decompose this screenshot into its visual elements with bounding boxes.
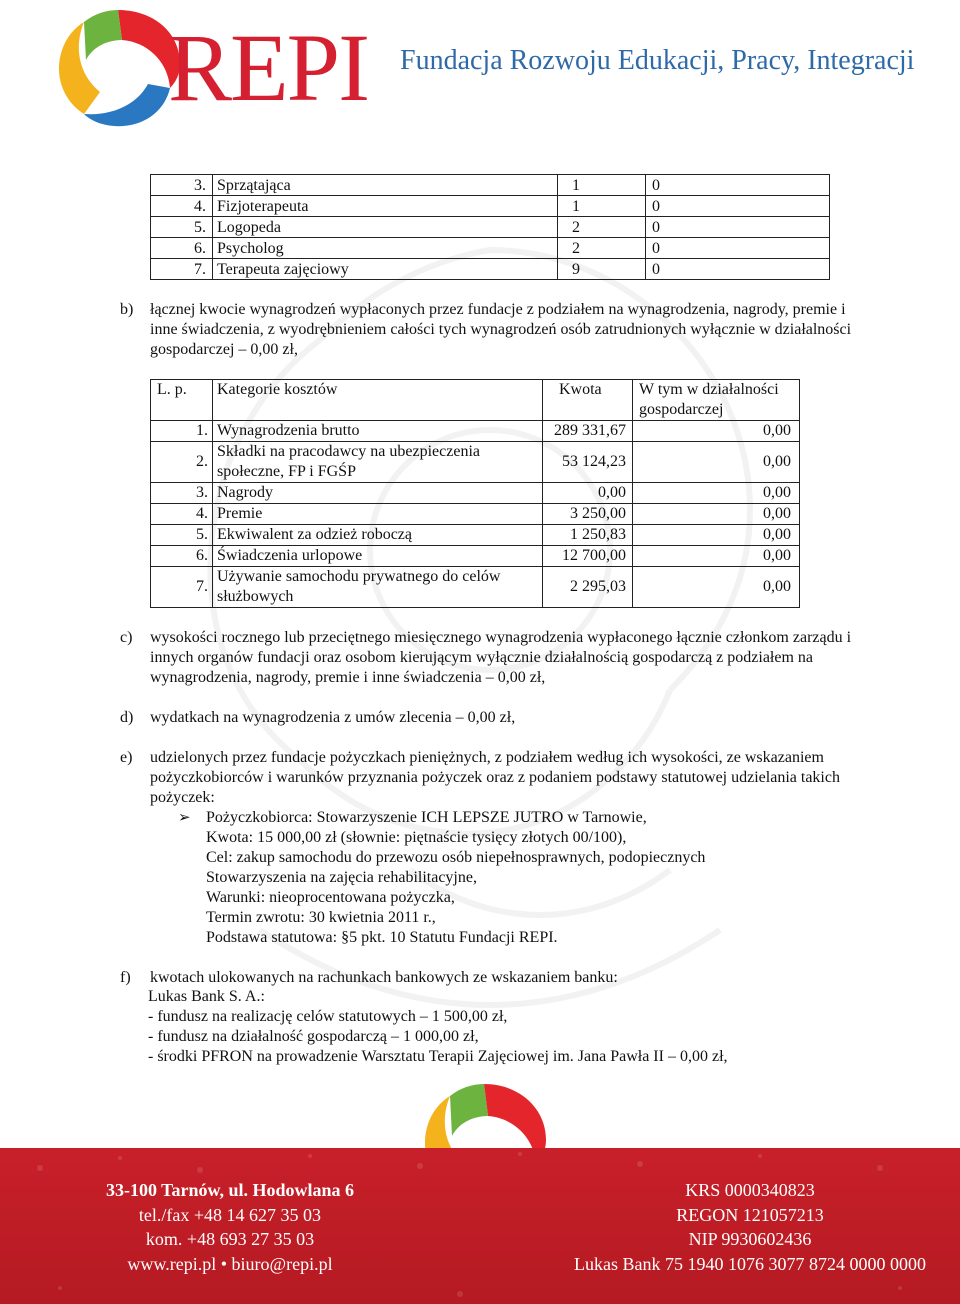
cell-b: 0 <box>646 217 830 238</box>
loan-details <box>178 808 818 948</box>
header-business: W tym w działalności gospodarczej <box>633 380 800 421</box>
cell-a: 2 <box>558 238 646 259</box>
loan-line: Stowarzyszenia na zajęcia rehabilitacyjne, <box>206 869 477 886</box>
header-amount: Kwota <box>543 380 633 421</box>
cell-cat: Świadczenia urlopowe <box>213 546 543 567</box>
footer-registry <box>560 1178 940 1276</box>
cell-amount: 289 331,67 <box>543 421 633 442</box>
loan-line: Warunki: nieoprocentowana pożyczka, <box>206 889 455 906</box>
footer-nip: NIP 9930602436 <box>688 1229 812 1249</box>
cell-num: 3. <box>151 483 213 504</box>
section-f-text: kwotach ulokowanych na rachunkach bankowych ze wskazaniem banku: <box>150 969 618 986</box>
cell-amount: 53 124,23 <box>543 442 633 483</box>
footer-separator: • <box>220 1253 228 1274</box>
header-category: Kategorie kosztów <box>213 380 543 421</box>
table-row <box>151 196 830 217</box>
section-d-label: d) <box>120 709 134 726</box>
cell-business: 0,00 <box>633 567 800 608</box>
cell-cat: Sprzątająca <box>213 175 558 196</box>
cell-amount: 1 250,83 <box>543 525 633 546</box>
letterhead-footer <box>0 1148 960 1304</box>
table-row <box>151 442 800 483</box>
section-d <box>120 708 860 728</box>
cell-num: 6. <box>151 546 213 567</box>
section-e <box>120 748 860 808</box>
cell-business: 0,00 <box>633 525 800 546</box>
cell-a: 1 <box>558 175 646 196</box>
cell-num: 2. <box>151 442 213 483</box>
section-c-label: c) <box>120 629 133 646</box>
cell-num: 7. <box>151 259 213 280</box>
foundation-name: Fundacja Rozwoju Edukacji, Pracy, Integracji <box>400 45 915 76</box>
cell-b: 0 <box>646 259 830 280</box>
cell-num: 6. <box>151 238 213 259</box>
cell-a: 9 <box>558 259 646 280</box>
cell-amount: 3 250,00 <box>543 504 633 525</box>
cell-cat: Używanie samochodu prywatnego do celów służbowych <box>213 567 543 608</box>
table-row <box>151 238 830 259</box>
bank-line: - fundusz na działalność gospodarczą – 1 000,00 zł, <box>148 1028 479 1045</box>
cell-cat: Premie <box>213 504 543 525</box>
section-b-text: łącznej kwocie wynagrodzeń wypłaconych przez fundacje z podziałem na wynagrodzenia, nagrody, premie i inne świadczenia, z wyodrębnieniem całości tych wynagrodzeń osób zatrudnionych wyłącznie w działalności gospodarczej – 0,00 zł, <box>150 301 852 358</box>
cell-business: 0,00 <box>633 483 800 504</box>
cell-num: 3. <box>151 175 213 196</box>
cell-business: 0,00 <box>633 546 800 567</box>
loan-line: Termin zwrotu: 30 kwietnia 2011 r., <box>206 909 436 926</box>
cell-business: 0,00 <box>633 504 800 525</box>
cell-cat: Składki na pracodawcy na ubezpieczenia społeczne, FP i FGŚP <box>213 442 543 483</box>
cell-amount: 2 295,03 <box>543 567 633 608</box>
bank-line: - fundusz na realizację celów statutowych – 1 500,00 zł, <box>148 1008 508 1025</box>
section-f-label: f) <box>120 969 131 986</box>
footer-krs: KRS 0000340823 <box>685 1180 815 1200</box>
staff-table <box>150 174 830 280</box>
section-c <box>120 628 860 688</box>
section-e-label: e) <box>120 749 133 766</box>
table-header-row <box>151 380 800 421</box>
salary-costs-table <box>150 379 800 608</box>
cell-cat: Logopeda <box>213 217 558 238</box>
cell-cat: Terapeuta zajęciowy <box>213 259 558 280</box>
cell-cat: Fizjoterapeuta <box>213 196 558 217</box>
cell-cat: Nagrody <box>213 483 543 504</box>
loan-lines <box>206 808 818 948</box>
logo-wordmark: REPI <box>168 14 369 121</box>
footer-web-line <box>80 1252 380 1277</box>
cell-amount: 12 700,00 <box>543 546 633 567</box>
bank-accounts <box>148 987 848 1067</box>
loan-line: Pożyczkobiorca: Stowarzyszenie ICH LEPSZE JUTRO w Tarnowie, <box>206 809 647 826</box>
cell-b: 0 <box>646 196 830 217</box>
table-row <box>151 525 800 546</box>
section-d-text: wydatkach na wynagrodzenia z umów zlecenia – 0,00 zł, <box>150 709 516 726</box>
footer-phone: tel./fax +48 14 627 35 03 <box>138 1204 322 1225</box>
cell-b: 0 <box>646 175 830 196</box>
cell-b: 0 <box>646 238 830 259</box>
cell-num: 4. <box>151 196 213 217</box>
cell-cat: Wynagrodzenia brutto <box>213 421 543 442</box>
footer-address: 33-100 Tarnów, ul. Hodowlana 6 <box>105 1180 355 1200</box>
table-row <box>151 483 800 504</box>
bank-line: - środki PFRON na prowadzenie Warsztatu Terapii Zajęciowej im. Jana Pawła II – 0,00 zł, <box>148 1048 728 1065</box>
footer-mobile: kom. +48 693 27 35 03 <box>145 1229 315 1249</box>
table-row <box>151 259 830 280</box>
loan-line: Kwota: 15 000,00 zł (słownie: piętnaście tysięcy złotych 00/100), <box>206 829 627 846</box>
footer-bank: Lukas Bank 75 1940 1076 3077 8724 0000 0000 <box>574 1253 926 1274</box>
cell-cat: Ekwiwalent za odzież roboczą <box>213 525 543 546</box>
footer-web-link[interactable]: www.repi.pl <box>127 1253 217 1274</box>
header-lp: L. p. <box>151 380 213 421</box>
section-c-text: wysokości rocznego lub przeciętnego miesięcznego wynagrodzenia wypłaconego łącznie członkom zarządu i innych organów fundacji oraz osobom kierującym wyłącznie działalnością gospodarczą z podziałem na wynagrodzenia, nagrody, premie i inne świadczenia – 0,00 zł, <box>150 629 852 686</box>
cell-num: 1. <box>151 421 213 442</box>
footer-regon: REGON 121057213 <box>676 1204 824 1225</box>
table-row <box>151 421 800 442</box>
footer-contact <box>80 1178 380 1276</box>
cell-a: 1 <box>558 196 646 217</box>
loan-line: Podstawa statutowa: §5 pkt. 10 Statutu Fundacji REPI. <box>206 929 558 946</box>
cell-num: 7. <box>151 567 213 608</box>
section-e-text: udzielonych przez fundacje pożyczkach pieniężnych, z podziałem według ich wysokości, ze wskazaniem pożyczkobiorców i warunków przyznania pożyczek oraz z podaniem podstawy statutowej udzielania takich pożyczek: <box>150 749 840 806</box>
section-b <box>120 300 860 360</box>
table-row <box>151 504 800 525</box>
section-f <box>120 968 860 988</box>
cell-a: 2 <box>558 217 646 238</box>
cell-business: 0,00 <box>633 421 800 442</box>
footer-email-link[interactable]: biuro@repi.pl <box>231 1253 333 1274</box>
cell-amount: 0,00 <box>543 483 633 504</box>
cell-num: 4. <box>151 504 213 525</box>
section-b-label: b) <box>120 301 134 318</box>
table-row <box>151 567 800 608</box>
arrow-bullet-icon: ➢ <box>178 810 191 826</box>
table-row <box>151 175 830 196</box>
cell-num: 5. <box>151 217 213 238</box>
loan-line: Cel: zakup samochodu do przewozu osób niepełnosprawnych, podopiecznych <box>206 849 706 866</box>
table-row <box>151 217 830 238</box>
bank-line: Lukas Bank S. A.: <box>148 988 265 1005</box>
cell-cat: Psycholog <box>213 238 558 259</box>
table-row <box>151 546 800 567</box>
cell-business: 0,00 <box>633 442 800 483</box>
cell-num: 5. <box>151 525 213 546</box>
